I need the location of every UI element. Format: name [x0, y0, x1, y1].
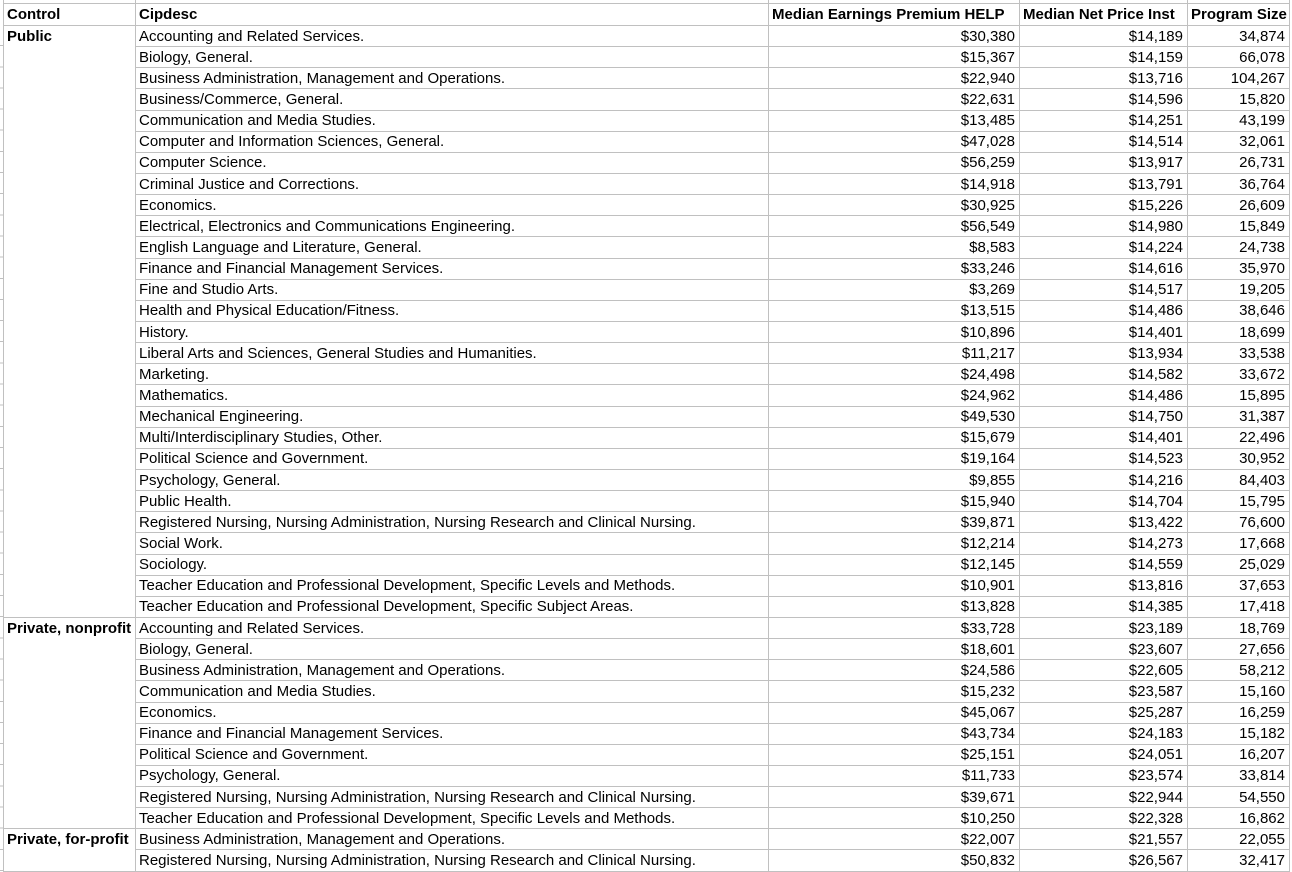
cell-mep[interactable]: $15,940 [769, 491, 1020, 512]
cell-mnp[interactable]: $23,189 [1020, 618, 1188, 639]
cell-size[interactable]: 33,672 [1188, 364, 1290, 385]
column-header-mep[interactable]: Median Earnings Premium HELP [769, 4, 1020, 26]
cell-mnp[interactable]: $14,514 [1020, 132, 1188, 153]
table-body [4, 26, 1290, 872]
cell-mep[interactable]: $10,250 [769, 808, 1020, 829]
table-row [136, 259, 1290, 280]
data-table [3, 3, 1290, 872]
table-row [136, 681, 1290, 702]
cell-cipdesc[interactable]: Biology, General. [136, 47, 769, 68]
table-row [136, 364, 1290, 385]
cell-mnp[interactable]: $13,791 [1020, 174, 1188, 195]
cell-size[interactable]: 15,820 [1188, 89, 1290, 110]
cell-mnp[interactable]: $14,596 [1020, 89, 1188, 110]
cell-mnp[interactable]: $13,716 [1020, 68, 1188, 89]
cell-mnp[interactable]: $22,605 [1020, 660, 1188, 681]
table-row [136, 407, 1290, 428]
cell-cipdesc[interactable]: Teacher Education and Professional Development, Specific Levels and Methods. [136, 808, 769, 829]
cell-size[interactable]: 26,731 [1188, 153, 1290, 174]
table-row [136, 153, 1290, 174]
control-group [4, 618, 1290, 829]
cell-size[interactable]: 16,862 [1188, 808, 1290, 829]
cell-mnp[interactable]: $23,574 [1020, 766, 1188, 787]
table-row [136, 829, 1290, 850]
cell-control[interactable]: Private, for-profit [4, 829, 136, 871]
table-row [136, 132, 1290, 153]
cell-cipdesc[interactable]: Communication and Media Studies. [136, 681, 769, 702]
cell-mep[interactable]: $10,896 [769, 322, 1020, 343]
table-row [136, 343, 1290, 364]
cell-mep[interactable]: $15,232 [769, 681, 1020, 702]
cell-mep[interactable]: $14,918 [769, 174, 1020, 195]
cell-mnp[interactable]: $14,750 [1020, 407, 1188, 428]
cell-size[interactable]: 19,205 [1188, 280, 1290, 301]
cell-cipdesc[interactable]: Criminal Justice and Corrections. [136, 174, 769, 195]
cell-cipdesc[interactable]: Political Science and Government. [136, 745, 769, 766]
cell-cipdesc[interactable]: Teacher Education and Professional Development, Specific Levels and Methods. [136, 576, 769, 597]
cell-size[interactable]: 35,970 [1188, 259, 1290, 280]
cell-mep[interactable]: $3,269 [769, 280, 1020, 301]
cell-mep[interactable]: $11,217 [769, 343, 1020, 364]
cell-mnp[interactable]: $14,385 [1020, 597, 1188, 618]
cell-size[interactable]: 25,029 [1188, 555, 1290, 576]
table-row [136, 597, 1290, 618]
column-header-mnp[interactable]: Median Net Price Inst [1020, 4, 1188, 26]
cell-control[interactable]: Public [4, 26, 136, 618]
cell-size[interactable]: 15,849 [1188, 216, 1290, 237]
cell-mep[interactable]: $22,940 [769, 68, 1020, 89]
cell-size[interactable]: 17,418 [1188, 597, 1290, 618]
cell-size[interactable]: 22,055 [1188, 829, 1290, 850]
control-group [4, 829, 1290, 871]
cell-cipdesc[interactable]: Registered Nursing, Nursing Administration, Nursing Research and Clinical Nursing. [136, 850, 769, 871]
cell-size[interactable]: 37,653 [1188, 576, 1290, 597]
cell-mep[interactable]: $15,367 [769, 47, 1020, 68]
cell-cipdesc[interactable]: Fine and Studio Arts. [136, 280, 769, 301]
cell-mep[interactable]: $8,583 [769, 237, 1020, 258]
cell-mnp[interactable]: $23,607 [1020, 639, 1188, 660]
cell-mep[interactable]: $50,832 [769, 850, 1020, 871]
table-row [136, 808, 1290, 829]
cell-mep[interactable]: $13,515 [769, 301, 1020, 322]
cell-cipdesc[interactable]: Accounting and Related Services. [136, 26, 769, 47]
table-row [136, 787, 1290, 808]
cell-size[interactable]: 76,600 [1188, 512, 1290, 533]
cell-cipdesc[interactable]: Finance and Financial Management Services. [136, 724, 769, 745]
cell-mnp[interactable]: $14,486 [1020, 301, 1188, 322]
table-row [136, 301, 1290, 322]
cell-mep[interactable]: $12,214 [769, 533, 1020, 554]
cell-cipdesc[interactable]: Business/Commerce, General. [136, 89, 769, 110]
cell-mnp[interactable]: $13,917 [1020, 153, 1188, 174]
cell-mnp[interactable]: $21,557 [1020, 829, 1188, 850]
cell-mnp[interactable]: $14,559 [1020, 555, 1188, 576]
cell-cipdesc[interactable]: Communication and Media Studies. [136, 111, 769, 132]
table-row [136, 533, 1290, 554]
cell-mep[interactable]: $24,586 [769, 660, 1020, 681]
column-header-control[interactable]: Control [4, 4, 136, 26]
cell-mep[interactable]: $11,733 [769, 766, 1020, 787]
cell-mnp[interactable]: $14,401 [1020, 428, 1188, 449]
cell-size[interactable]: 32,417 [1188, 850, 1290, 871]
cell-mnp[interactable]: $14,523 [1020, 449, 1188, 470]
cell-mep[interactable]: $13,828 [769, 597, 1020, 618]
cell-size[interactable]: 30,952 [1188, 449, 1290, 470]
cell-mep[interactable]: $24,498 [769, 364, 1020, 385]
cell-cipdesc[interactable]: Registered Nursing, Nursing Administration, Nursing Research and Clinical Nursing. [136, 787, 769, 808]
cell-size[interactable]: 17,668 [1188, 533, 1290, 554]
cell-mnp[interactable]: $14,273 [1020, 533, 1188, 554]
cell-mnp[interactable]: $14,616 [1020, 259, 1188, 280]
cell-size[interactable]: 18,769 [1188, 618, 1290, 639]
cell-size[interactable]: 16,259 [1188, 703, 1290, 724]
cell-size[interactable]: 54,550 [1188, 787, 1290, 808]
table-row [136, 89, 1290, 110]
cell-size[interactable]: 24,738 [1188, 237, 1290, 258]
cell-mep[interactable]: $24,962 [769, 385, 1020, 406]
cell-mnp[interactable]: $14,251 [1020, 111, 1188, 132]
cell-cipdesc[interactable]: Health and Physical Education/Fitness. [136, 301, 769, 322]
table-row [136, 660, 1290, 681]
cell-cipdesc[interactable]: Mathematics. [136, 385, 769, 406]
cell-cipdesc[interactable]: Social Work. [136, 533, 769, 554]
table-row [136, 766, 1290, 787]
table-row [136, 512, 1290, 533]
cell-size[interactable]: 104,267 [1188, 68, 1290, 89]
cell-cipdesc[interactable]: Biology, General. [136, 639, 769, 660]
cell-mnp[interactable]: $14,189 [1020, 26, 1188, 47]
cell-mnp[interactable]: $24,183 [1020, 724, 1188, 745]
cell-mep[interactable]: $30,925 [769, 195, 1020, 216]
table-row [136, 745, 1290, 766]
cell-cipdesc[interactable]: Public Health. [136, 491, 769, 512]
cell-cipdesc[interactable]: Economics. [136, 195, 769, 216]
group-rows [136, 618, 1290, 829]
cell-mep[interactable]: $19,164 [769, 449, 1020, 470]
cell-mep[interactable]: $43,734 [769, 724, 1020, 745]
cell-mep[interactable]: $25,151 [769, 745, 1020, 766]
cell-mnp[interactable]: $13,422 [1020, 512, 1188, 533]
cell-mep[interactable]: $18,601 [769, 639, 1020, 660]
table-row [136, 47, 1290, 68]
cell-cipdesc[interactable]: Psychology, General. [136, 766, 769, 787]
table-row [136, 491, 1290, 512]
cell-cipdesc[interactable]: Finance and Financial Management Services. [136, 259, 769, 280]
cell-mnp[interactable]: $14,486 [1020, 385, 1188, 406]
cell-mnp[interactable]: $25,287 [1020, 703, 1188, 724]
cell-mnp[interactable]: $23,587 [1020, 681, 1188, 702]
table-row [136, 280, 1290, 301]
cell-mnp[interactable]: $22,944 [1020, 787, 1188, 808]
cell-mep[interactable]: $56,259 [769, 153, 1020, 174]
cell-size[interactable]: 16,207 [1188, 745, 1290, 766]
cell-mep[interactable]: $22,631 [769, 89, 1020, 110]
cell-cipdesc[interactable]: Marketing. [136, 364, 769, 385]
cell-mnp[interactable]: $14,401 [1020, 322, 1188, 343]
cell-cipdesc[interactable]: Mechanical Engineering. [136, 407, 769, 428]
cell-size[interactable]: 32,061 [1188, 132, 1290, 153]
cell-mnp[interactable]: $15,226 [1020, 195, 1188, 216]
cell-size[interactable]: 58,212 [1188, 660, 1290, 681]
table-row [136, 555, 1290, 576]
cell-size[interactable]: 43,199 [1188, 111, 1290, 132]
table-row [136, 449, 1290, 470]
cell-cipdesc[interactable]: Liberal Arts and Sciences, General Studies and Humanities. [136, 343, 769, 364]
cell-mep[interactable]: $9,855 [769, 470, 1020, 491]
cell-mep[interactable]: $39,871 [769, 512, 1020, 533]
cell-mep[interactable]: $15,679 [769, 428, 1020, 449]
cell-size[interactable]: 26,609 [1188, 195, 1290, 216]
cell-mnp[interactable]: $13,816 [1020, 576, 1188, 597]
table-row [136, 195, 1290, 216]
cell-cipdesc[interactable]: Business Administration, Management and Operations. [136, 660, 769, 681]
cell-size[interactable]: 22,496 [1188, 428, 1290, 449]
cell-mep[interactable]: $13,485 [769, 111, 1020, 132]
table-row [136, 216, 1290, 237]
table-row [136, 850, 1290, 871]
cell-mep[interactable]: $30,380 [769, 26, 1020, 47]
cell-cipdesc[interactable]: Political Science and Government. [136, 449, 769, 470]
cell-cipdesc[interactable]: English Language and Literature, General. [136, 237, 769, 258]
cell-mep[interactable]: $47,028 [769, 132, 1020, 153]
cell-size[interactable]: 38,646 [1188, 301, 1290, 322]
table-row [136, 428, 1290, 449]
cell-size[interactable]: 84,403 [1188, 470, 1290, 491]
table-row [136, 470, 1290, 491]
cell-size[interactable]: 66,078 [1188, 47, 1290, 68]
column-header-size[interactable]: Program Size [1188, 4, 1290, 26]
cell-cipdesc[interactable]: Computer and Information Sciences, General. [136, 132, 769, 153]
cell-mep[interactable]: $49,530 [769, 407, 1020, 428]
table-row [136, 618, 1290, 639]
cell-cipdesc[interactable]: Business Administration, Management and Operations. [136, 68, 769, 89]
cell-size[interactable]: 15,160 [1188, 681, 1290, 702]
table-row [136, 237, 1290, 258]
cell-mep[interactable]: $22,007 [769, 829, 1020, 850]
cell-mnp[interactable]: $14,582 [1020, 364, 1188, 385]
cell-mep[interactable]: $39,671 [769, 787, 1020, 808]
cell-mnp[interactable]: $24,051 [1020, 745, 1188, 766]
cell-mep[interactable]: $10,901 [769, 576, 1020, 597]
group-rows [136, 829, 1290, 871]
cell-mnp[interactable]: $14,224 [1020, 237, 1188, 258]
cell-size[interactable]: 18,699 [1188, 322, 1290, 343]
table-row [136, 576, 1290, 597]
table-row [136, 385, 1290, 406]
group-rows [136, 26, 1290, 618]
table-row [136, 639, 1290, 660]
cell-cipdesc[interactable]: Economics. [136, 703, 769, 724]
cell-cipdesc[interactable]: Accounting and Related Services. [136, 618, 769, 639]
table-row [136, 68, 1290, 89]
cell-size[interactable]: 15,795 [1188, 491, 1290, 512]
table-row [136, 724, 1290, 745]
cell-control[interactable]: Private, nonprofit [4, 618, 136, 829]
cell-cipdesc[interactable]: Computer Science. [136, 153, 769, 174]
cell-mnp[interactable]: $14,159 [1020, 47, 1188, 68]
cell-mep[interactable]: $33,728 [769, 618, 1020, 639]
cell-size[interactable]: 36,764 [1188, 174, 1290, 195]
cell-size[interactable]: 15,895 [1188, 385, 1290, 406]
cell-cipdesc[interactable]: Psychology, General. [136, 470, 769, 491]
cell-mep[interactable]: $12,145 [769, 555, 1020, 576]
cell-cipdesc[interactable]: Multi/Interdisciplinary Studies, Other. [136, 428, 769, 449]
cell-mnp[interactable]: $14,980 [1020, 216, 1188, 237]
table-row [136, 174, 1290, 195]
control-group [4, 26, 1290, 618]
cell-cipdesc[interactable]: Business Administration, Management and Operations. [136, 829, 769, 850]
cell-mnp[interactable]: $13,934 [1020, 343, 1188, 364]
cell-mnp[interactable]: $14,704 [1020, 491, 1188, 512]
cell-cipdesc[interactable]: Electrical, Electronics and Communications Engineering. [136, 216, 769, 237]
table-row [136, 703, 1290, 724]
cell-mnp[interactable]: $26,567 [1020, 850, 1188, 871]
cell-mep[interactable]: $45,067 [769, 703, 1020, 724]
cell-cipdesc[interactable]: Sociology. [136, 555, 769, 576]
cell-mnp[interactable]: $14,517 [1020, 280, 1188, 301]
cell-size[interactable]: 15,182 [1188, 724, 1290, 745]
cell-size[interactable]: 34,874 [1188, 26, 1290, 47]
cell-cipdesc[interactable]: History. [136, 322, 769, 343]
cell-cipdesc[interactable]: Teacher Education and Professional Development, Specific Subject Areas. [136, 597, 769, 618]
cell-size[interactable]: 33,538 [1188, 343, 1290, 364]
table-row [136, 26, 1290, 47]
cell-size[interactable]: 27,656 [1188, 639, 1290, 660]
cell-size[interactable]: 31,387 [1188, 407, 1290, 428]
cell-mep[interactable]: $56,549 [769, 216, 1020, 237]
table-row [136, 111, 1290, 132]
table-row [136, 322, 1290, 343]
header-row [4, 4, 1290, 26]
cell-cipdesc[interactable]: Registered Nursing, Nursing Administration, Nursing Research and Clinical Nursing. [136, 512, 769, 533]
cell-mnp[interactable]: $14,216 [1020, 470, 1188, 491]
cell-mnp[interactable]: $22,328 [1020, 808, 1188, 829]
cell-mep[interactable]: $33,246 [769, 259, 1020, 280]
column-header-cipdesc[interactable]: Cipdesc [136, 4, 769, 26]
cell-size[interactable]: 33,814 [1188, 766, 1290, 787]
